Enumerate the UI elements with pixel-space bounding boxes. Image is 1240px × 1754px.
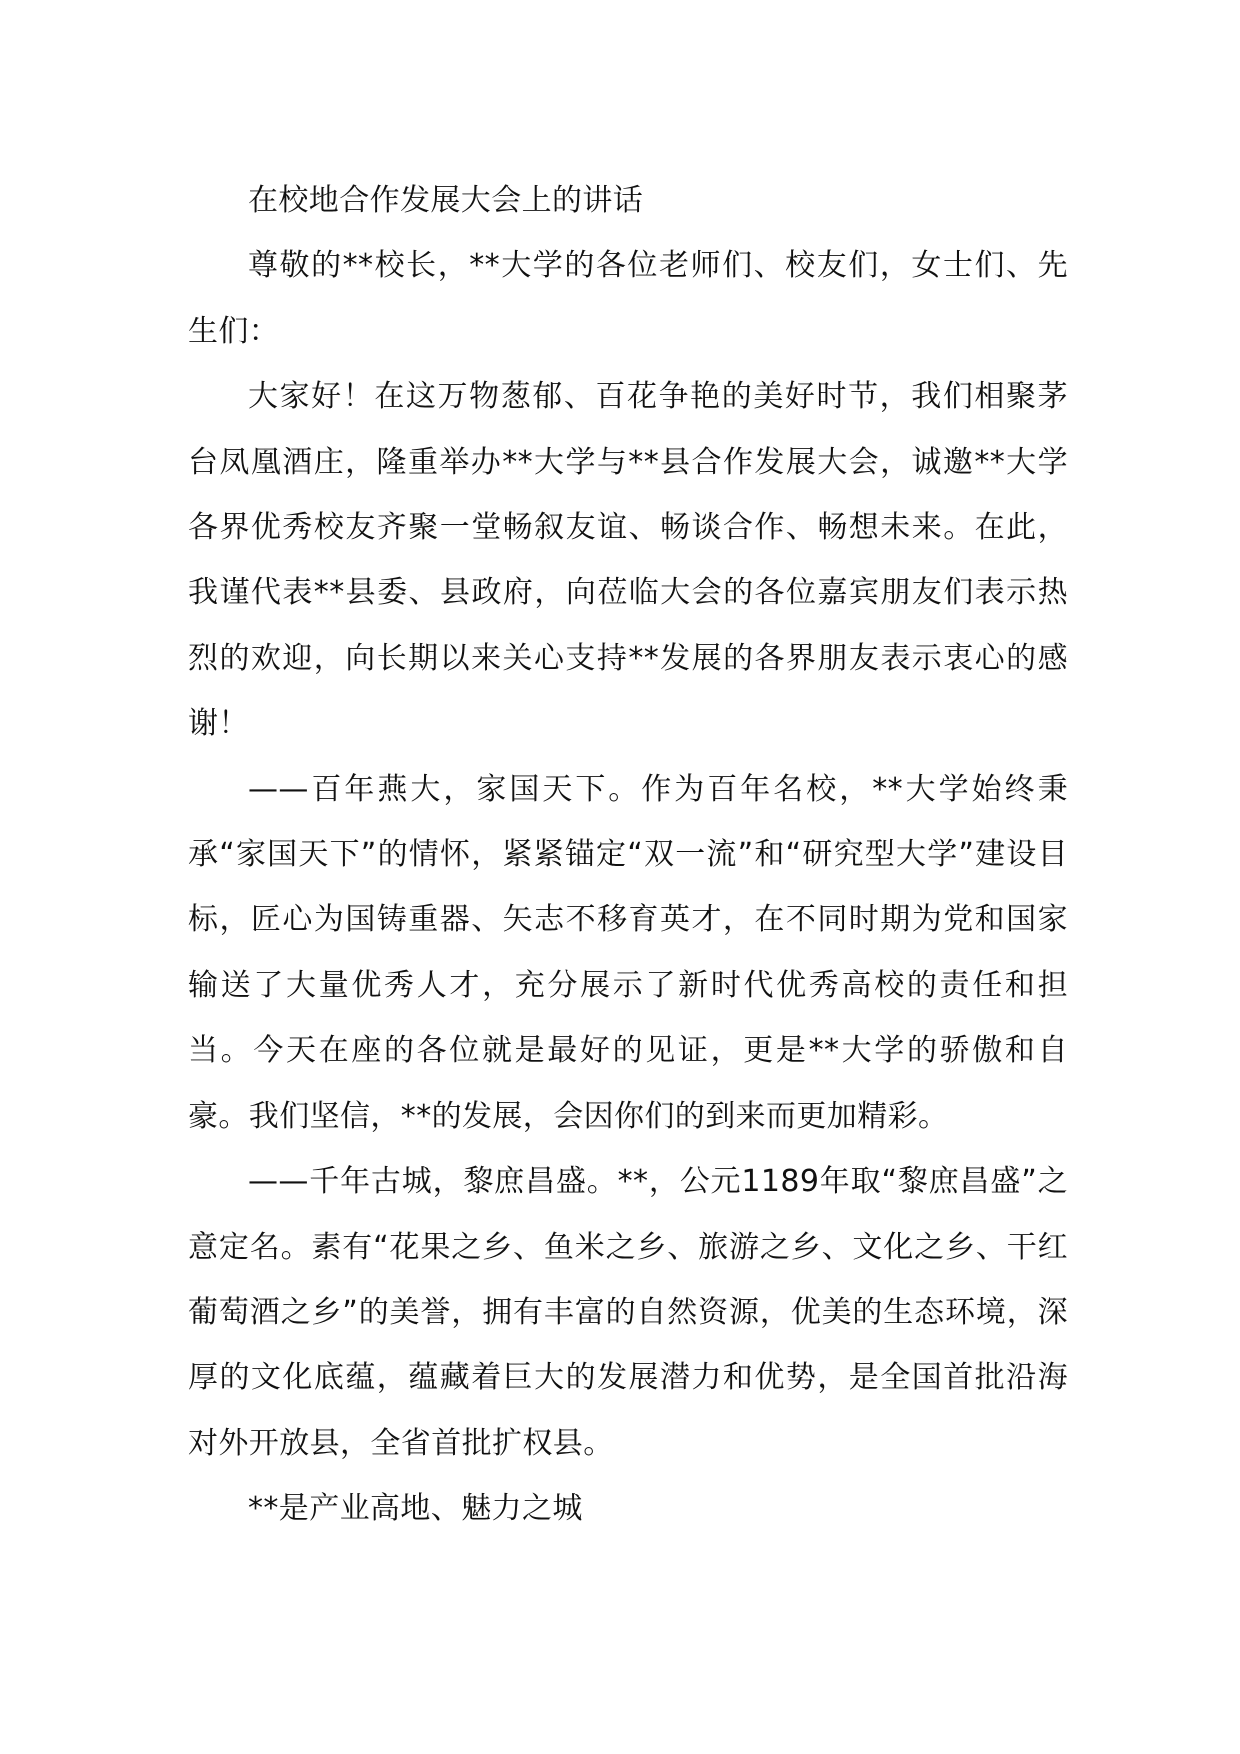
industry-heading-paragraph: **是产业高地、魅力之城 [248, 1491, 583, 1527]
welcome-paragraph: 大家好！在这万物葱郁、百花争艳的美好时节，我们相聚茅台凤凰酒庄，隆重举办**大学与**县合作发展大会，诚邀**大学各界优秀校友齐聚一堂畅叙友谊、畅谈合作、畅想未来。在此，我谨代表**县委、县政府，向莅临大会的各位嘉宾朋友们表示热烈的欢迎，向长期以来关心支持**发展的各界朋友表示衷心的感谢！ [188, 379, 1068, 742]
document-title: 在校地合作发展大会上的讲话 [248, 183, 644, 218]
university-paragraph: ——百年燕大，家国天下。作为百年名校，**大学始终秉承“家国天下”的情怀，紧紧锚定“双一流”和“研究型大学”建设目标，匠心为国铸重器、矢志不移育英才，在不同时期为党和国家输送了大量优秀人才，充分展示了新时代优秀高校的责任和担当。今天在座的各位就是最好的见证，更是**大学的骄傲和自豪。我们坚信，**的发展，会因你们的到来而更加精彩。 [188, 771, 1068, 1134]
document-body [188, 168, 1068, 1542]
salutation-paragraph: 尊敬的**校长，**大学的各位老师们、校友们，女士们、先生们： [188, 248, 1068, 349]
county-history-paragraph: ——千年古城，黎庶昌盛。**，公元1189年取“黎庶昌盛”之意定名。素有“花果之乡、鱼米之乡、旅游之乡、文化之乡、干红葡萄酒之乡”的美誉，拥有丰富的自然资源，优美的生态环境，深厚的文化底蕴，蕴藏着巨大的发展潜力和优势，是全国首批沿海对外开放县，全省首批扩权县。 [188, 1164, 1068, 1461]
